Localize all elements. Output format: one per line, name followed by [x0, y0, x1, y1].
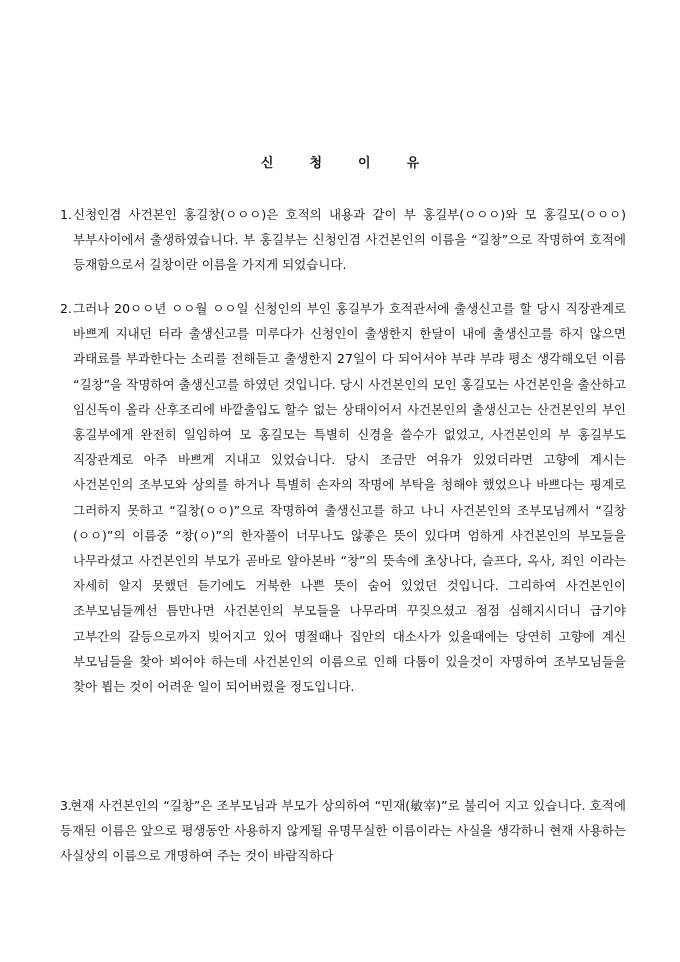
paragraph-text: 현재 사건본인의 “길창”은 조부모님과 부모가 상의하여 “민재(敏宰)”로 불리어 지고 있습니다. 호적에 등재된 이름은 앞으로 평생동안 사용하지 않게될 유명무실한 이름이라는 사실을 생각하니 현재 사용하는 사실상의 이름으로 개명하여 주는 것이 바람직하다: [60, 798, 626, 864]
title-char: 청: [309, 156, 322, 171]
title-char: 신: [260, 156, 274, 171]
paragraph-1: [60, 202, 626, 278]
document-title: [0, 152, 680, 171]
title-char: 유: [406, 156, 420, 171]
paragraph-text: 신청인겸 사건본인 홍길창(ㅇㅇㅇ)은 호적의 내용과 같이 부 홍길부(ㅇㅇㅇ)와 모 홍길모(ㅇㅇㅇ) 부부사이에서 출생하였습니다. 부 홍길부는 신청인겸 사건본인의 이름을 “길창”으로 작명하여 호적에 등재함으로서 길창이란 이름을 가지게 되었습니다.: [73, 207, 626, 273]
paragraph-number: 3.: [60, 798, 72, 813]
paragraph-2: [60, 296, 626, 699]
paragraph-3: [60, 793, 626, 869]
paragraph-text: 그러나 20ㅇㅇ년 ㅇㅇ월 ㅇㅇ일 신청인의 부인 홍길부가 호적관서에 출생신고를 할 당시 직장관계로 바쁘게 지내던 터라 출생신고를 미루다가 신청인이 출생한지 한달이 내에 출생신고를 하지 않으면 과태료를 부과한다는 소리를 전해듣고 출생한지 27일이 다 되어서야 부랴 부랴 평소 생각해오던 이름 “길창”을 작명하여 출생신고를 하였던 것입니다. 당시 사건본인의 모인 홍길모는 사건본인을 출산하고 임신독이 올라 산후조리에 바깥출입도 할수 없는 상태이어서 사건본인의 출생신고는 산건본인의 부인 홍길부에게 완전히 일임하여 모 홍길모는 특별히 신경을 쓸수가 없었고, 사건본인의 부 홍길부도 직장관계로 아주 바쁘게 지내고 있었습니다. 당시 조금만 여유가 있었더라면 고향에 계시는 사건본인의 조부모와 상의를 하거나 특별히 손자의 작명에 부탁을 청해야 했었으나 바쁘다는 핑계로 그러하지 못하고 “길창(ㅇㅇ)”으로 작명하여 출생신고를 하고 나니 사건본인의 조부모님께서 “길창(ㅇㅇ)”의 이름중 “창(ㅇ)”의 한자풀이 너무나도 않좋은 뜻이 있다며 엄하게 사건본인의 부모들을 나무라셨고 사건본인의 부모가 곧바로 알아본바 “창”의 뜻속에 초상나다, 슬프다, 옥사, 죄인 이라는 자세히 알지 못했던 듣기에도 거북한 나쁜 뜻이 숨어 있었던 것입니다. 그리하여 사건본인이 조부모님들께선 틈만나면 사건본인의 부모들을 나무라며 꾸짖으셨고 점점 심해지시더니 급기야 고부간의 갈등으로까지 빚어지고 있어 명절때나 집안의 대소사가 있을때에는 당연히 고향에 계신 부모님들을 찾아 뵈어야 하는데 사건본인의 이름으로 인해 다툼이 있을것이 자명하여 조부모님들을 찾아 뵙는 것이 어려운 일이 되어버렸을 정도입니다.: [73, 301, 626, 695]
paragraph-number: 1.: [60, 207, 72, 222]
paragraph-number: 2.: [60, 301, 72, 316]
title-char: 이: [358, 156, 371, 171]
